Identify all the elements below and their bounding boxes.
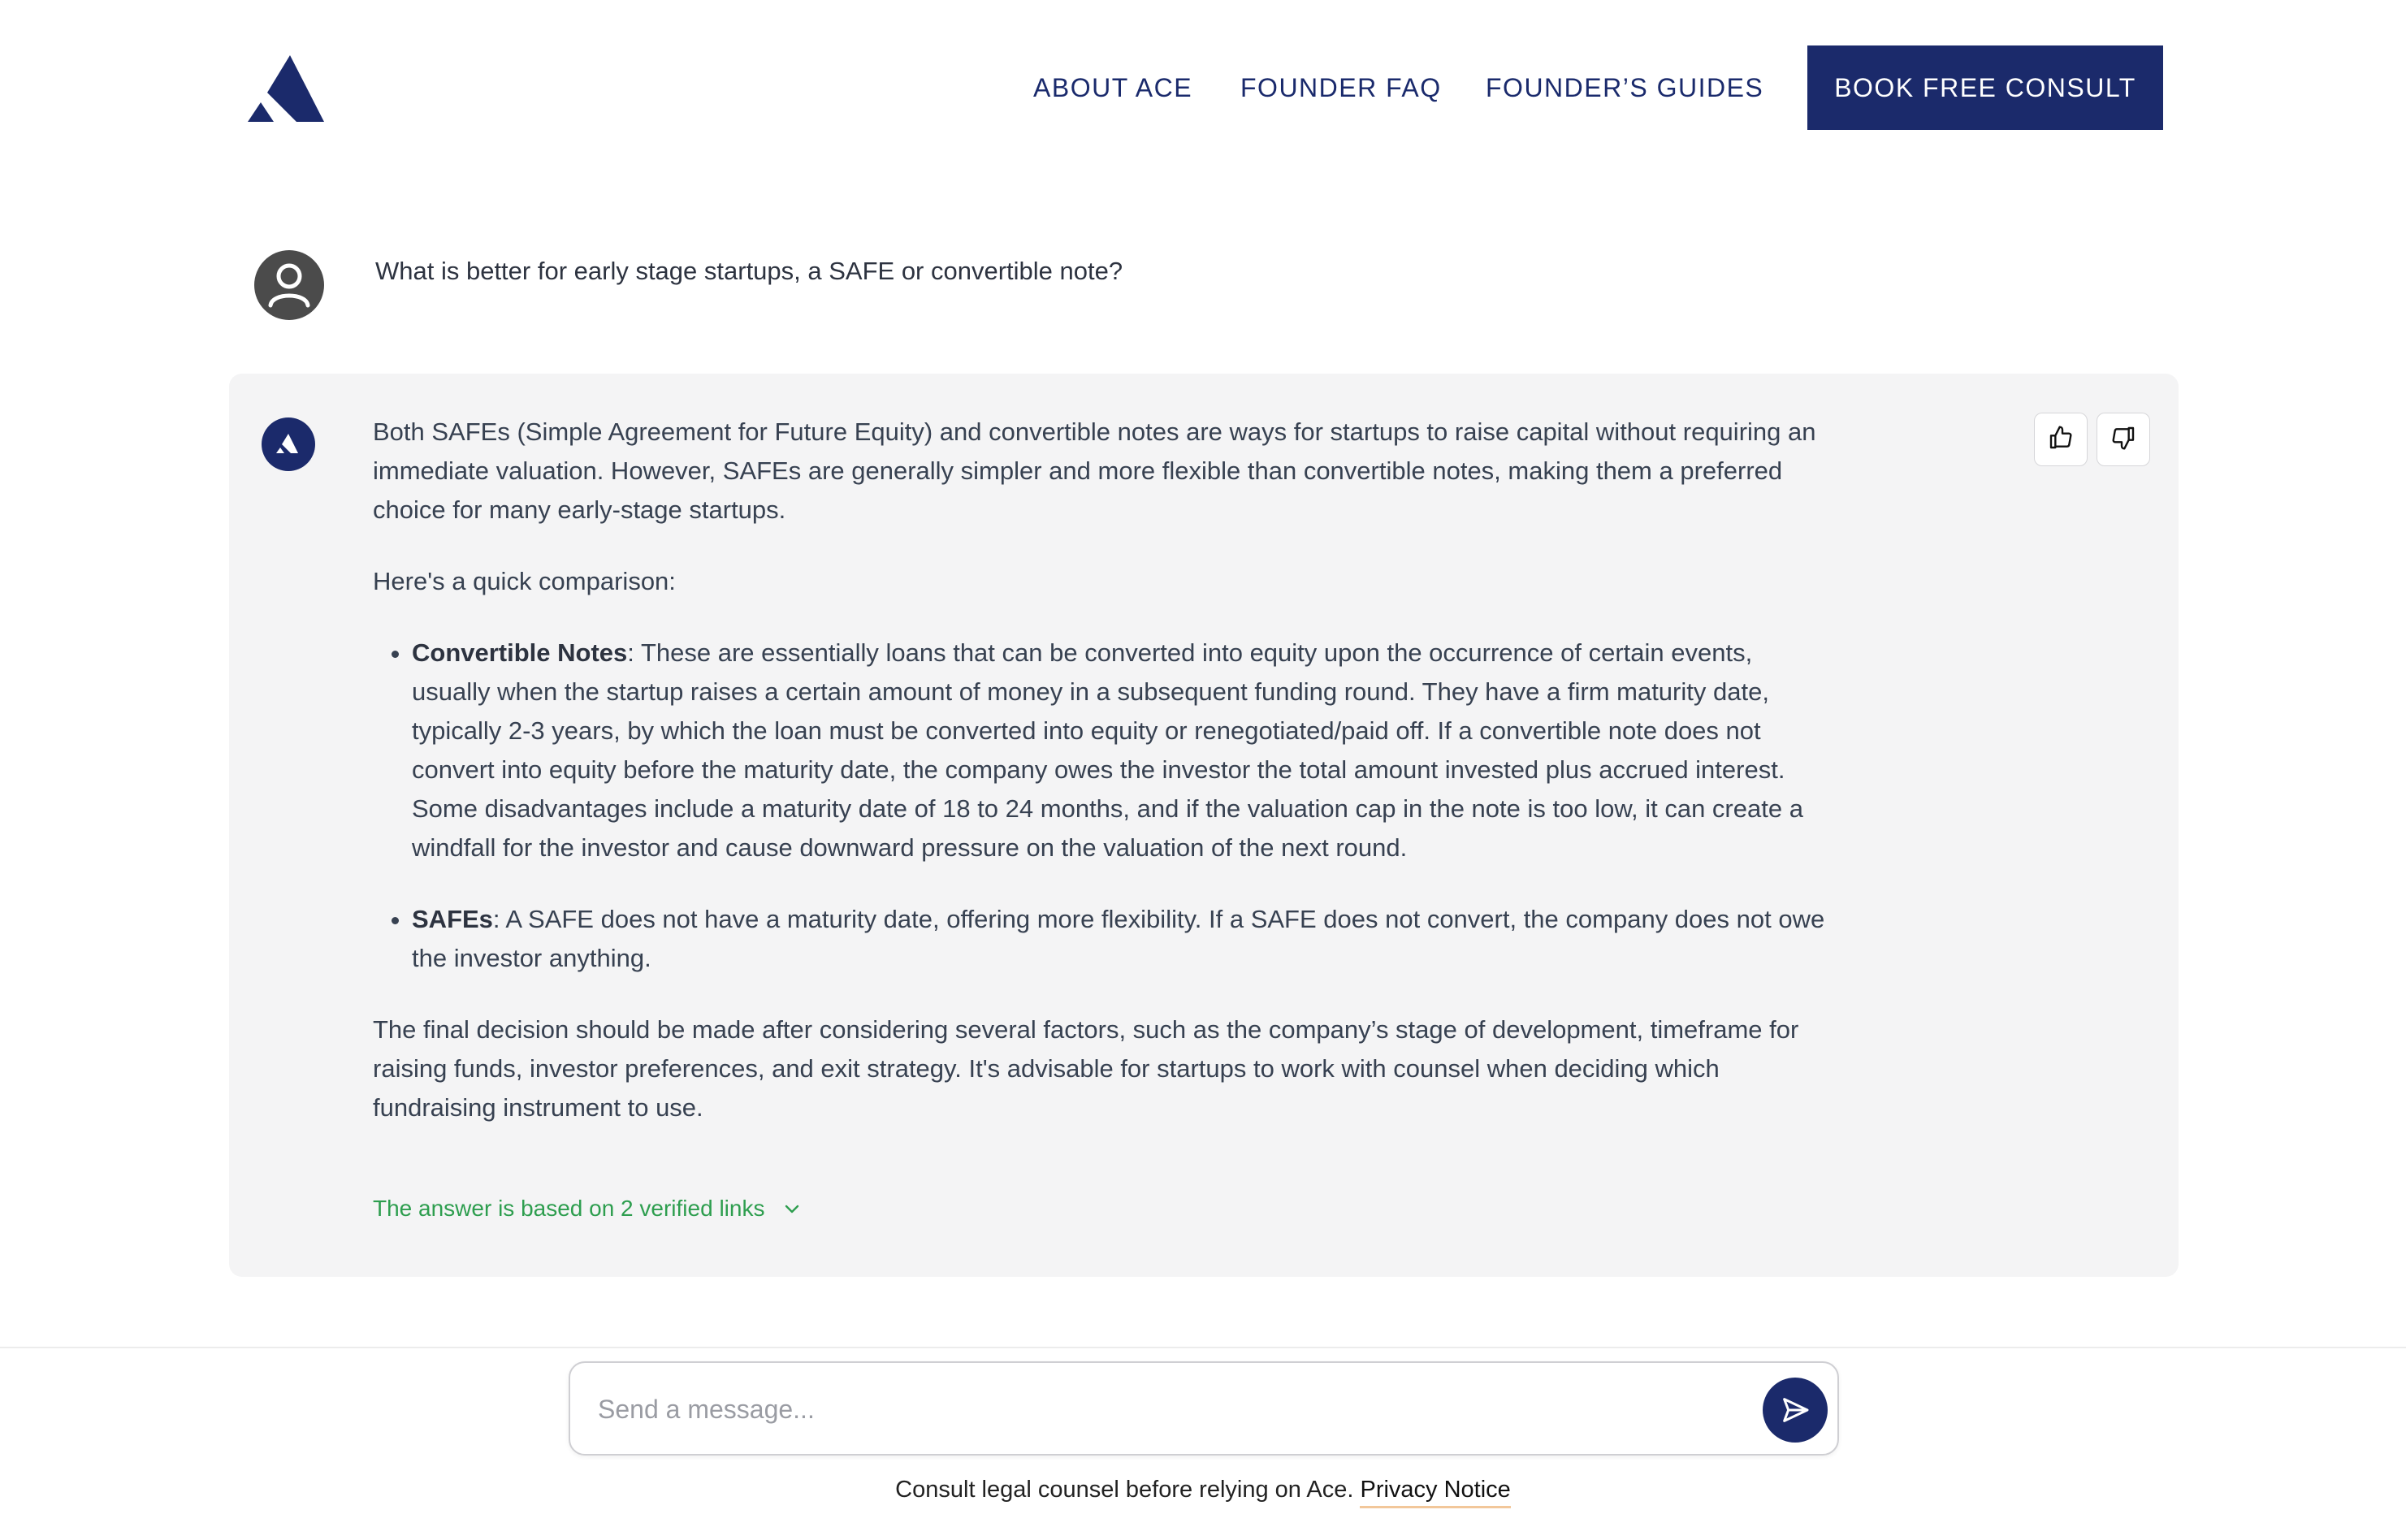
nav-founders-guides[interactable]: FOUNDER’S GUIDES [1486,73,1764,102]
chevron-down-icon [782,1199,802,1218]
list-item-term: SAFEs [412,905,493,933]
book-free-consult-button[interactable]: BOOK FREE CONSULT [1807,45,2163,130]
footer-divider [0,1347,2406,1348]
list-item-text: : These are essentially loans that can be converted into equity upon the occurrence of certain events, usually when the startup raises a certain amount of money in a subsequent funding round. They have a firm maturity date, typically 2-3 years, by which the loan must be converted into equity or renegotiated/paid off. If a convertible note does not convert into equity before the maturity date, the company owes the investor the total amount invested plus accrued interest. Some disadvantages include a maturity date of 18 to 24 months, and if the valuation cap in the note is too low, it can create a windfall for the investor and cause downward pressure on the valuation of the next round. [412,638,1803,862]
verified-links-label: The answer is based on 2 verified links [373,1196,765,1221]
disclaimer-text: Consult legal counsel before relying on Ace. [895,1477,1354,1503]
nav-founder-faq[interactable]: FOUNDER FAQ [1240,73,1442,102]
answer-comparison-lead: Here's a quick comparison: [373,567,676,595]
thumbs-down-button[interactable] [2097,413,2150,466]
list-item [412,900,1835,978]
send-button[interactable] [1763,1378,1828,1443]
list-item-text: : A SAFE does not have a maturity date, offering more flexibility. If a SAFE does not convert, the company does not owe the investor anything. [412,905,1825,972]
privacy-notice-link[interactable]: Privacy Notice [1360,1477,1510,1508]
thumbs-down-icon [2110,425,2136,455]
answer-intro: Both SAFEs (Simple Agreement for Future Equity) and convertible notes are ways for startups to raise capital without requiring an immediate valuation. However, SAFEs are generally simpler and more flexible than convertible notes, making them a preferred choice for many early-stage startups. [373,417,1816,524]
verified-links-toggle[interactable] [373,1192,802,1225]
ace-logo-icon[interactable] [248,55,324,122]
list-item [412,634,1835,867]
thumbs-up-icon [2048,425,2074,455]
list-item-term: Convertible Notes [412,638,628,667]
user-avatar-icon [254,250,324,320]
assistant-answer-card [229,374,2179,1277]
nav-about-ace[interactable]: ABOUT ACE [1033,73,1193,102]
send-icon [1779,1394,1811,1426]
answer-body [373,413,1835,1160]
comparison-list [373,634,1835,978]
ace-avatar-icon [262,417,315,471]
answer-conclusion: The final decision should be made after considering several factors, such as the company’s stage of development, timeframe for raising funds, investor preferences, and exit strategy. It's advisable for startups to work with counsel when deciding which fundraising instrument to use. [373,1015,1799,1122]
thumbs-up-button[interactable] [2034,413,2088,466]
message-input[interactable] [596,1363,1720,1456]
message-composer [569,1361,1839,1456]
user-question: What is better for early stage startups, a SAFE or convertible note? [375,257,1123,285]
legal-disclaimer [0,1472,2406,1508]
